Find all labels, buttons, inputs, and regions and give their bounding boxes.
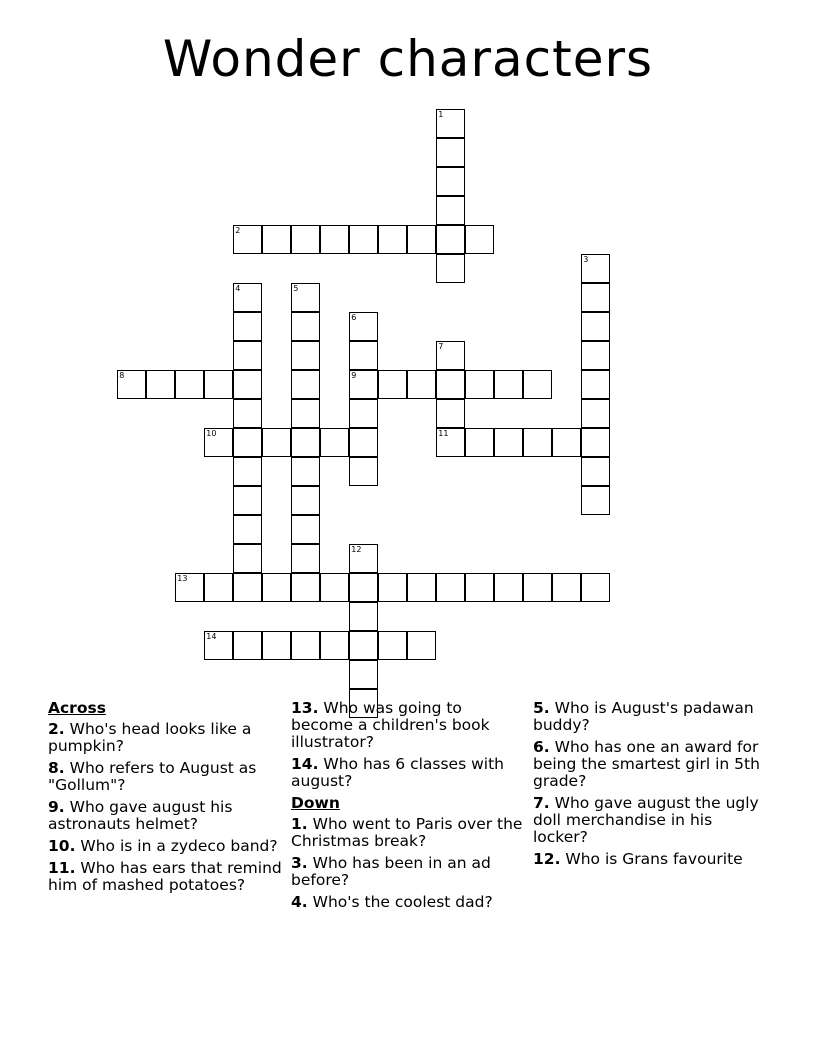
clue-column-1	[48, 700, 283, 899]
clue-item-number: 13.	[291, 699, 319, 717]
grid-cell[interactable]	[291, 225, 320, 254]
clue-number: 13	[177, 574, 188, 584]
grid-cell[interactable]	[436, 428, 465, 457]
grid-cell[interactable]	[233, 457, 262, 486]
clue-item-text: Who refers to August as "Gollum"?	[48, 759, 257, 794]
clue-item-number: 14.	[291, 755, 319, 773]
grid-cell[interactable]	[204, 631, 233, 660]
grid-cell[interactable]	[581, 457, 610, 486]
grid-cell[interactable]	[349, 573, 378, 602]
grid-cell[interactable]	[465, 225, 494, 254]
grid-cell[interactable]	[436, 196, 465, 225]
grid-cell[interactable]	[291, 283, 320, 312]
down-clue-list-continued	[533, 700, 768, 868]
grid-cell[interactable]	[291, 544, 320, 573]
grid-cell[interactable]	[262, 225, 291, 254]
clue-item-text: Who gave august the ugly doll merchandise in his locker?	[533, 794, 759, 846]
grid-cell[interactable]	[494, 428, 523, 457]
clue-item	[291, 894, 526, 911]
clue-number: 1	[438, 110, 444, 120]
grid-cell[interactable]	[291, 312, 320, 341]
clue-number: 10	[206, 429, 217, 439]
grid-cell[interactable]	[349, 631, 378, 660]
grid-cell[interactable]	[320, 631, 349, 660]
grid-cell[interactable]	[436, 370, 465, 399]
clue-item-text: Who's head looks like a pumpkin?	[48, 720, 252, 755]
clue-item-number: 5.	[533, 699, 550, 717]
clue-number: 4	[235, 284, 241, 294]
grid-cell[interactable]	[407, 370, 436, 399]
clue-item-text: Who went to Paris over the Christmas break?	[291, 815, 523, 850]
grid-cell[interactable]	[117, 370, 146, 399]
grid-cell[interactable]	[349, 602, 378, 631]
clue-item-number: 9.	[48, 798, 65, 816]
grid-cell[interactable]	[233, 486, 262, 515]
clue-item-number: 8.	[48, 759, 65, 777]
grid-cell[interactable]	[320, 428, 349, 457]
clue-item-number: 12.	[533, 850, 561, 868]
clue-item-number: 4.	[291, 893, 308, 911]
clue-item	[291, 756, 526, 790]
grid-cell[interactable]	[262, 573, 291, 602]
clue-item	[48, 760, 283, 794]
grid-cell[interactable]	[204, 370, 233, 399]
clue-item-number: 3.	[291, 854, 308, 872]
clue-item-number: 1.	[291, 815, 308, 833]
clue-column-3	[533, 700, 768, 873]
grid-cell[interactable]	[378, 573, 407, 602]
clue-number: 5	[293, 284, 299, 294]
clue-item-text: Who gave august his astronauts helmet?	[48, 798, 233, 833]
grid-cell[interactable]	[465, 370, 494, 399]
page-title: Wonder characters	[162, 30, 654, 88]
grid-cell[interactable]	[233, 312, 262, 341]
clue-number: 3	[583, 255, 589, 265]
clue-item	[48, 838, 283, 855]
clue-item	[48, 721, 283, 755]
grid-cell[interactable]	[291, 399, 320, 428]
grid-cell[interactable]	[175, 573, 204, 602]
across-heading: Across	[48, 699, 106, 717]
grid-cell[interactable]	[291, 428, 320, 457]
grid-cell[interactable]	[581, 573, 610, 602]
clue-item-number: 2.	[48, 720, 65, 738]
grid-cell[interactable]	[523, 573, 552, 602]
clue-item	[48, 860, 283, 894]
grid-cell[interactable]	[581, 486, 610, 515]
grid-cell[interactable]	[407, 225, 436, 254]
down-heading: Down	[291, 794, 340, 812]
grid-cell[interactable]	[233, 225, 262, 254]
clue-number: 2	[235, 226, 241, 236]
clue-item-text: Who is August's padawan buddy?	[533, 699, 754, 734]
clue-number: 6	[351, 313, 357, 323]
grid-cell[interactable]	[407, 573, 436, 602]
grid-cell[interactable]	[349, 225, 378, 254]
grid-cell[interactable]	[204, 428, 233, 457]
grid-cell[interactable]	[291, 457, 320, 486]
clue-item	[291, 855, 526, 889]
clue-number: 12	[351, 545, 362, 555]
grid-cell[interactable]	[204, 573, 233, 602]
grid-cell[interactable]	[349, 399, 378, 428]
clue-item	[533, 739, 768, 790]
clue-item	[291, 816, 526, 850]
grid-cell[interactable]	[233, 631, 262, 660]
clue-number: 8	[119, 371, 125, 381]
down-clue-list	[291, 816, 526, 911]
grid-cell[interactable]	[407, 631, 436, 660]
grid-cell[interactable]	[581, 312, 610, 341]
grid-cell[interactable]	[349, 660, 378, 689]
grid-cell[interactable]	[436, 573, 465, 602]
grid-cell[interactable]	[291, 370, 320, 399]
grid-cell[interactable]	[552, 573, 581, 602]
grid-cell[interactable]	[581, 370, 610, 399]
grid-cell[interactable]	[291, 631, 320, 660]
clue-item-number: 6.	[533, 738, 550, 756]
grid-cell[interactable]	[436, 138, 465, 167]
grid-cell[interactable]	[233, 573, 262, 602]
clue-item-number: 7.	[533, 794, 550, 812]
grid-cell[interactable]	[349, 341, 378, 370]
grid-cell[interactable]	[552, 428, 581, 457]
grid-cell[interactable]	[291, 486, 320, 515]
grid-cell[interactable]	[436, 254, 465, 283]
grid-cell[interactable]	[233, 370, 262, 399]
grid-cell[interactable]	[320, 573, 349, 602]
grid-cell[interactable]	[378, 370, 407, 399]
grid-cell[interactable]	[436, 399, 465, 428]
grid-cell[interactable]	[175, 370, 204, 399]
grid-cell[interactable]	[581, 254, 610, 283]
grid-cell[interactable]	[349, 312, 378, 341]
grid-cell[interactable]	[291, 515, 320, 544]
clue-column-2	[291, 700, 526, 916]
grid-cell[interactable]	[436, 341, 465, 370]
grid-cell[interactable]	[291, 573, 320, 602]
clue-item	[48, 799, 283, 833]
clue-item-text: Who is Grans favourite	[560, 850, 743, 868]
grid-cell[interactable]	[581, 428, 610, 457]
grid-cell[interactable]	[378, 225, 407, 254]
grid-cell[interactable]	[262, 631, 291, 660]
grid-cell[interactable]	[494, 370, 523, 399]
clue-number: 9	[351, 371, 357, 381]
grid-cell[interactable]	[465, 573, 494, 602]
clue-item	[533, 795, 768, 846]
across-clue-list-continued	[291, 700, 526, 790]
grid-cell[interactable]	[233, 544, 262, 573]
clue-item	[533, 851, 768, 868]
clue-item-text: Who's the coolest dad?	[307, 893, 493, 911]
clue-number: 11	[438, 429, 449, 439]
clue-number: 7	[438, 342, 444, 352]
grid-cell[interactable]	[523, 428, 552, 457]
grid-cell[interactable]	[349, 428, 378, 457]
clue-item	[533, 700, 768, 734]
clue-item-number: 11.	[48, 859, 76, 877]
grid-cell[interactable]	[320, 225, 349, 254]
grid-cell[interactable]	[494, 573, 523, 602]
grid-cell[interactable]	[262, 428, 291, 457]
grid-cell[interactable]	[233, 428, 262, 457]
across-clue-list	[48, 721, 283, 894]
grid-cell[interactable]	[465, 428, 494, 457]
grid-cell[interactable]	[349, 544, 378, 573]
grid-cell[interactable]	[378, 631, 407, 660]
grid-cell[interactable]	[581, 341, 610, 370]
clue-item-text: Who has ears that remind him of mashed potatoes?	[48, 859, 282, 894]
grid-cell[interactable]	[581, 399, 610, 428]
grid-cell[interactable]	[436, 167, 465, 196]
clue-item-text: Who is in a zydeco band?	[75, 837, 278, 855]
clue-item-text: Who has been in an ad before?	[291, 854, 491, 889]
grid-cell[interactable]	[233, 515, 262, 544]
grid-cell[interactable]	[233, 399, 262, 428]
clue-item-number: 10.	[48, 837, 76, 855]
grid-cell[interactable]	[436, 225, 465, 254]
grid-cell[interactable]	[291, 341, 320, 370]
clue-item-text: Who has 6 classes with august?	[291, 755, 504, 790]
grid-cell[interactable]	[436, 109, 465, 138]
clue-item-text: Who has one an award for being the smartest girl in 5th grade?	[533, 738, 760, 790]
grid-cell[interactable]	[146, 370, 175, 399]
clue-item-text: Who was going to become a children's book illustrator?	[291, 699, 490, 751]
grid-cell[interactable]	[349, 370, 378, 399]
grid-cell[interactable]	[581, 283, 610, 312]
grid-cell[interactable]	[233, 341, 262, 370]
clue-item	[291, 700, 526, 751]
grid-cell[interactable]	[233, 283, 262, 312]
clue-number: 14	[206, 632, 217, 642]
grid-cell[interactable]	[523, 370, 552, 399]
grid-cell[interactable]	[349, 457, 378, 486]
